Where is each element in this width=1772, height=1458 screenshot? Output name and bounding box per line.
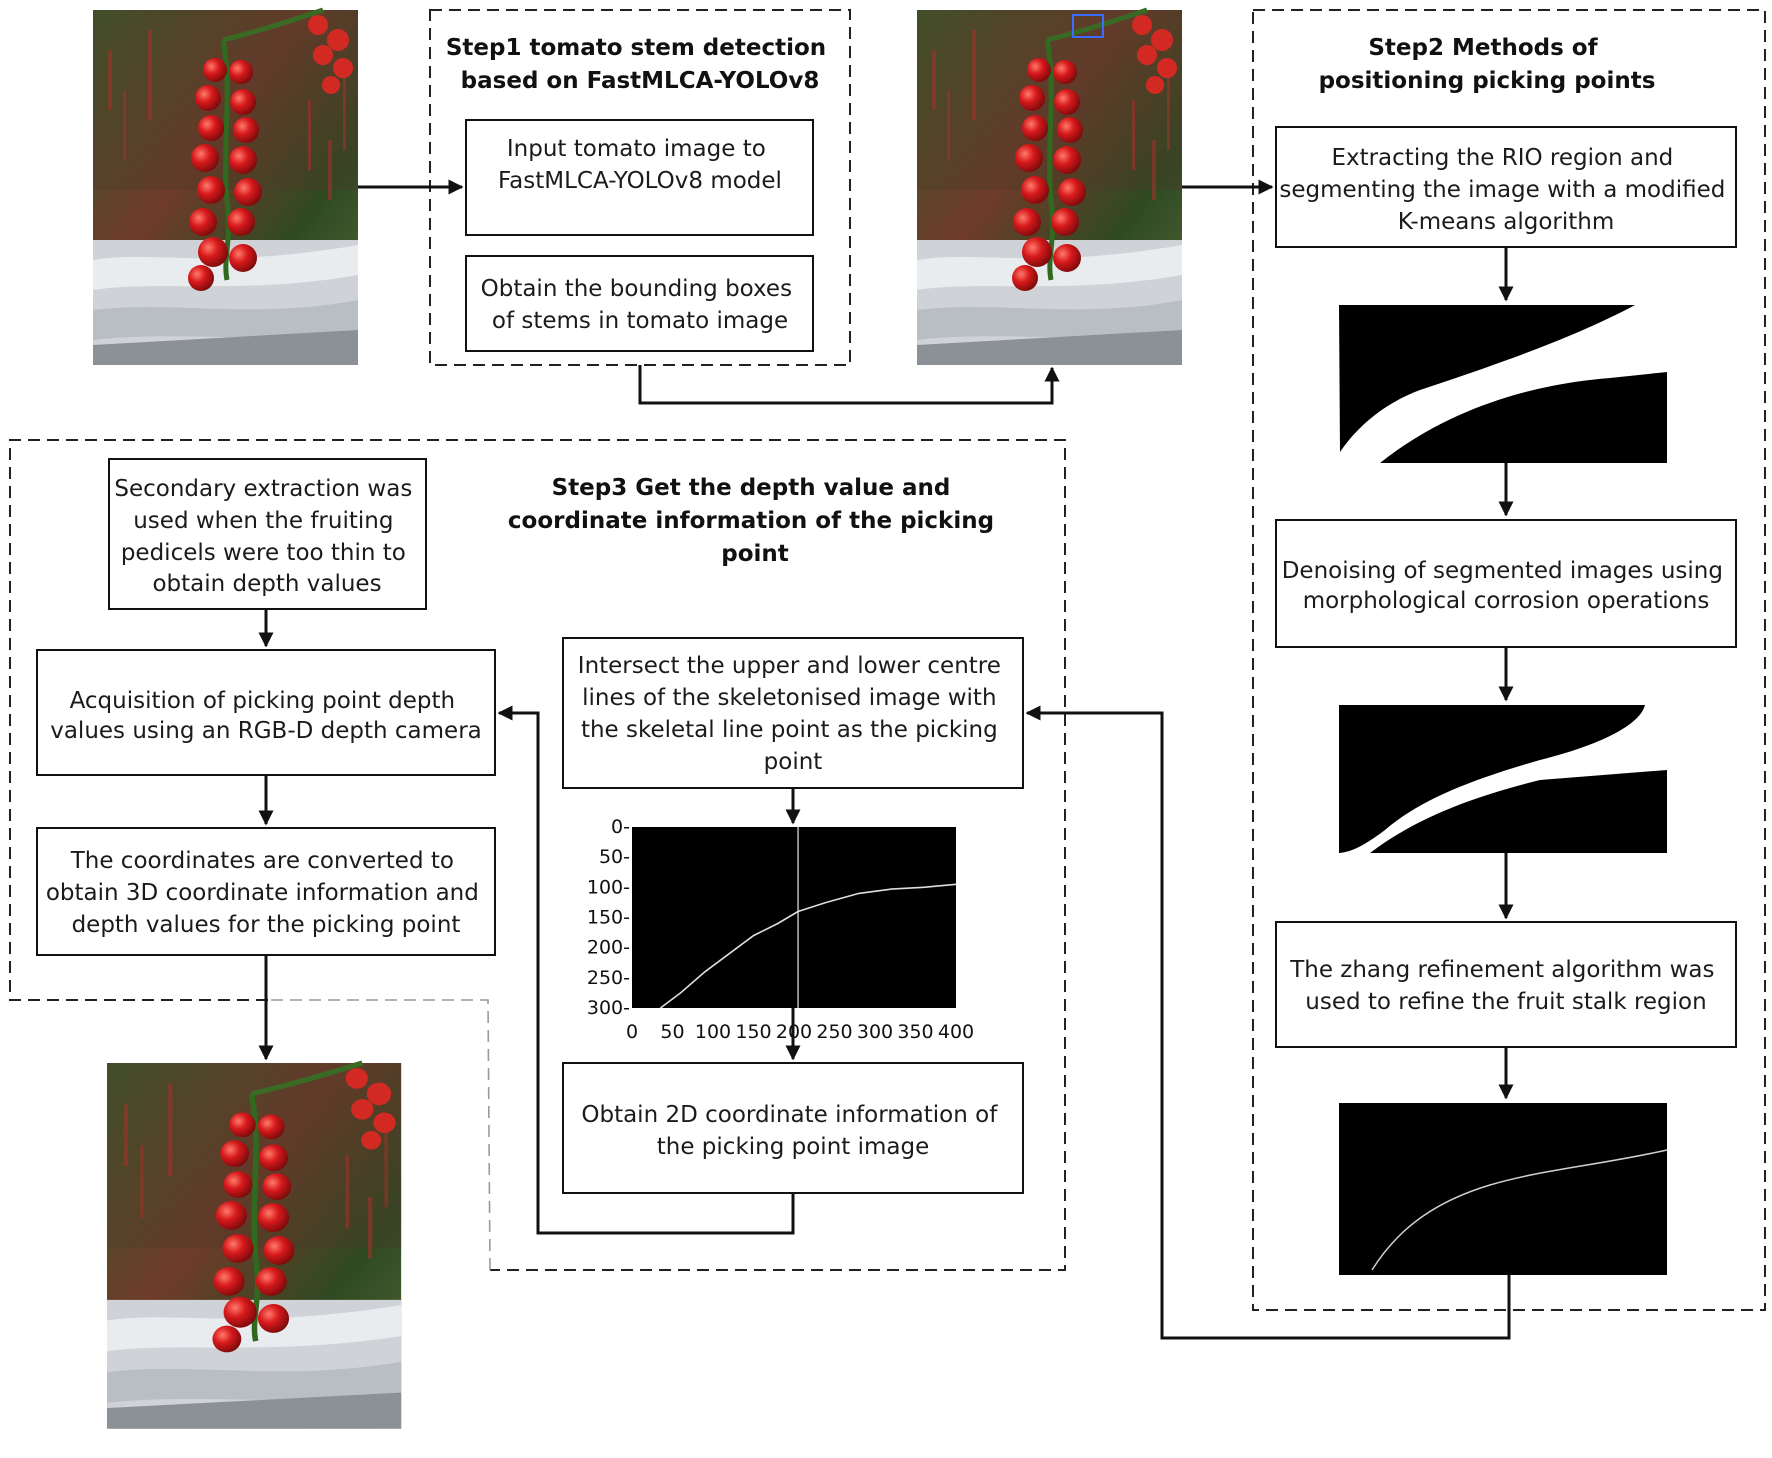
svg-text:Intersect the upper and lower: Intersect the upper and lower centre lines of the skeletonised image with the skeletal line point as the picking point (577, 653, 1001, 775)
svg-text:Acquisition of picking point d: Acquisition of picking point depth values using an RGB-D depth camera (50, 688, 482, 744)
step2-frame (1253, 10, 1765, 1310)
tomato-input-photo (93, 10, 358, 365)
x-tick-label: 0 (625, 1021, 639, 1043)
denoising-box (1276, 520, 1736, 647)
y-tick-label: 150- (586, 906, 630, 929)
y-tick-label: 250- (586, 966, 630, 989)
obtain-2d-box (563, 1063, 1023, 1193)
svg-text:The coordinates are converted: The coordinates are converted to obtain 3D coordinate information and depth values for the picking point (45, 848, 479, 938)
svg-text:Input tomato image to: Input tomato image to FastMLCA-YOLOv8 model (498, 136, 782, 194)
x-tick-label: 100 (694, 1021, 732, 1043)
svg-text:Obtain the bounding boxes: Obtain the bounding boxes of stems in tomato image (480, 276, 793, 334)
x-tick-label: 150 (735, 1021, 772, 1043)
arrow-step1-to-detected (640, 365, 1052, 403)
y-tick-label: 300- (586, 997, 630, 1019)
denoised-image (1339, 705, 1667, 853)
chart-plot-area (632, 827, 956, 1008)
svg-text:Extracting the RIO region and: Extracting the RIO region and segmenting the image with a modified K-means algorithm (1279, 145, 1726, 235)
svg-text:Secondary extraction was: Secondary extraction was used when the fruiting pedicels were too thin to obtain depth values (114, 476, 413, 597)
intersect-box (563, 638, 1023, 788)
svg-text:Obtain 2D coordinate informati: Obtain 2D coordinate information of the picking point image (581, 1102, 998, 1160)
x-tick-label: 350 (897, 1021, 934, 1043)
bounding-boxes-box (466, 256, 813, 351)
step3-title: Step3 Get the depth value and coordinate information of the picking point (507, 475, 995, 567)
svg-text:The zhang refinement algorithm: The zhang refinement algorithm was used to refine the fruit stalk region (1290, 957, 1715, 1015)
x-tick-label: 300 (856, 1021, 894, 1043)
zhang-refine-box (1276, 922, 1736, 1047)
step1-title: Step1 tomato stem detection based on FastMLCA-YOLOv8 (445, 35, 827, 94)
step1-frame (430, 10, 850, 365)
segmented-image (1339, 305, 1667, 463)
y-tick-label: 100- (586, 876, 630, 899)
step2-title: Step2 Methods of positioning picking points (1318, 35, 1656, 94)
svg-text:Denoising of segmented images: Denoising of segmented images using morphological corrosion operations (1281, 558, 1723, 614)
convert-3d-box (37, 828, 495, 955)
tomato-detected-photo (917, 10, 1182, 365)
extract-roi-box (1276, 127, 1736, 247)
x-tick-label: 200 (775, 1021, 813, 1043)
y-tick-label: 50- (598, 846, 630, 869)
secondary-box (109, 459, 426, 609)
x-tick-label: 400 (937, 1021, 975, 1043)
acquisition-box (37, 650, 495, 775)
x-tick-label: 250 (816, 1021, 853, 1043)
skeleton-chart (587, 816, 974, 1043)
skeleton-image (1339, 1103, 1667, 1275)
y-tick-label: 0- (611, 816, 630, 838)
input-image-box (466, 120, 813, 235)
x-tick-label: 50 (660, 1021, 685, 1043)
y-tick-label: 200- (586, 936, 630, 959)
tomato-output-photo (107, 1063, 401, 1429)
